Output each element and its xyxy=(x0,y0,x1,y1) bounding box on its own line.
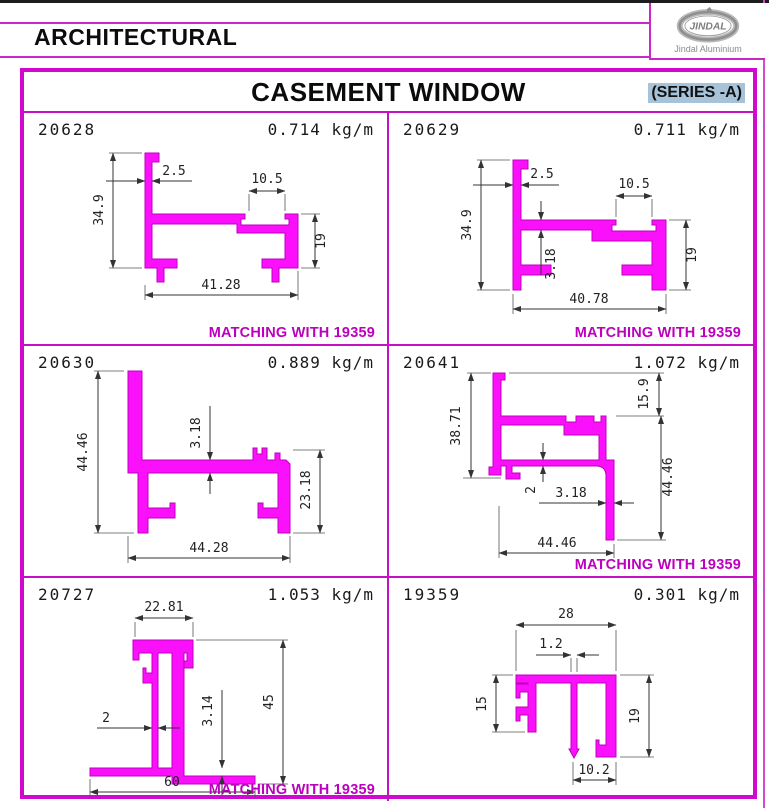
part-weight: 0.711 kg/m xyxy=(633,120,740,139)
profile-diagram xyxy=(24,346,387,575)
matching-note: MATCHING WITH 19359 xyxy=(574,325,741,341)
sheet-title: CASEMENT WINDOW xyxy=(251,77,526,107)
dim-label: 41.28 xyxy=(201,278,241,293)
brand-logo-box xyxy=(649,3,765,60)
part-weight: 0.301 kg/m xyxy=(633,585,740,604)
part-number: 20641 xyxy=(403,353,462,372)
dim-label: 3.18 xyxy=(189,417,204,449)
dim-label: 44.28 xyxy=(189,541,229,556)
profile-cell-6 xyxy=(389,576,753,801)
dim-label: 3.18 xyxy=(555,486,587,501)
part-number: 20630 xyxy=(38,353,97,372)
dim-label: 40.78 xyxy=(569,292,609,307)
dim-label: 2.5 xyxy=(530,167,554,182)
jindal-logo-icon xyxy=(665,7,751,43)
dim-label: 34.9 xyxy=(460,209,475,241)
profile-diagram xyxy=(24,113,387,342)
profile-cell-4 xyxy=(389,344,753,576)
dim-label: 10.5 xyxy=(251,172,283,187)
part-number: 19359 xyxy=(403,585,462,604)
profile-cell-2 xyxy=(389,113,753,344)
matching-note: MATCHING WITH 19359 xyxy=(208,782,375,798)
dim-label: 2 xyxy=(102,711,110,726)
profile-section xyxy=(516,675,616,758)
dim-label: 28 xyxy=(558,607,574,622)
profile-cell-3 xyxy=(24,344,389,576)
profile-diagram xyxy=(389,113,752,342)
part-number: 20629 xyxy=(403,120,462,139)
profile-section xyxy=(489,373,614,540)
profile-section xyxy=(128,371,290,533)
profile-diagram xyxy=(24,578,387,801)
page-right-rule xyxy=(763,0,765,808)
dim-label: 1.2 xyxy=(539,637,563,652)
part-weight: 0.714 kg/m xyxy=(267,120,374,139)
part-weight: 1.053 kg/m xyxy=(267,585,374,604)
dim-label: 60 xyxy=(164,775,180,790)
part-number: 20727 xyxy=(38,585,97,604)
dim-label: 44.46 xyxy=(661,457,676,497)
dim-label: 23.18 xyxy=(299,470,314,510)
page-title: ARCHITECTURAL xyxy=(34,24,238,50)
dim-label: 44.46 xyxy=(76,432,91,472)
dim-label: 19 xyxy=(685,247,700,263)
dim-label: 2 xyxy=(524,486,539,494)
profile-grid xyxy=(24,113,753,801)
profile-diagram xyxy=(389,346,752,575)
dim-label: 34.9 xyxy=(92,194,107,226)
profile-diagram xyxy=(389,578,752,801)
part-weight: 1.072 kg/m xyxy=(633,353,740,372)
part-number: 20628 xyxy=(38,120,97,139)
dim-label: 19 xyxy=(628,708,643,724)
profile-cell-5 xyxy=(24,576,389,801)
dim-label: 45 xyxy=(262,694,277,710)
sheet-title-bar xyxy=(24,72,753,113)
dim-label: 3.14 xyxy=(201,695,216,727)
series-badge: (SERIES -A) xyxy=(648,83,745,103)
dim-label: 10.5 xyxy=(618,177,650,192)
profile-section xyxy=(90,640,255,784)
dim-label: 44.46 xyxy=(537,536,577,551)
dim-label: 10.2 xyxy=(578,763,610,778)
catalog-sheet xyxy=(20,68,757,799)
dim-label: 19 xyxy=(314,233,329,249)
dim-label: 38.71 xyxy=(449,406,464,446)
matching-note: MATCHING WITH 19359 xyxy=(208,325,375,341)
logo-brand-text: JINDAL xyxy=(689,21,727,33)
profile-cell-1 xyxy=(24,113,389,344)
logo-caption: Jindal Aluminium xyxy=(674,44,742,54)
dim-label: 22.81 xyxy=(144,600,184,615)
dim-label: 3.18 xyxy=(544,248,559,280)
dim-label: 15 xyxy=(475,696,490,712)
part-weight: 0.889 kg/m xyxy=(267,353,374,372)
matching-note: MATCHING WITH 19359 xyxy=(574,557,741,573)
dim-label: 15.9 xyxy=(637,378,652,410)
dim-label: 2.5 xyxy=(162,164,186,179)
header-rule-bottom xyxy=(0,56,649,58)
